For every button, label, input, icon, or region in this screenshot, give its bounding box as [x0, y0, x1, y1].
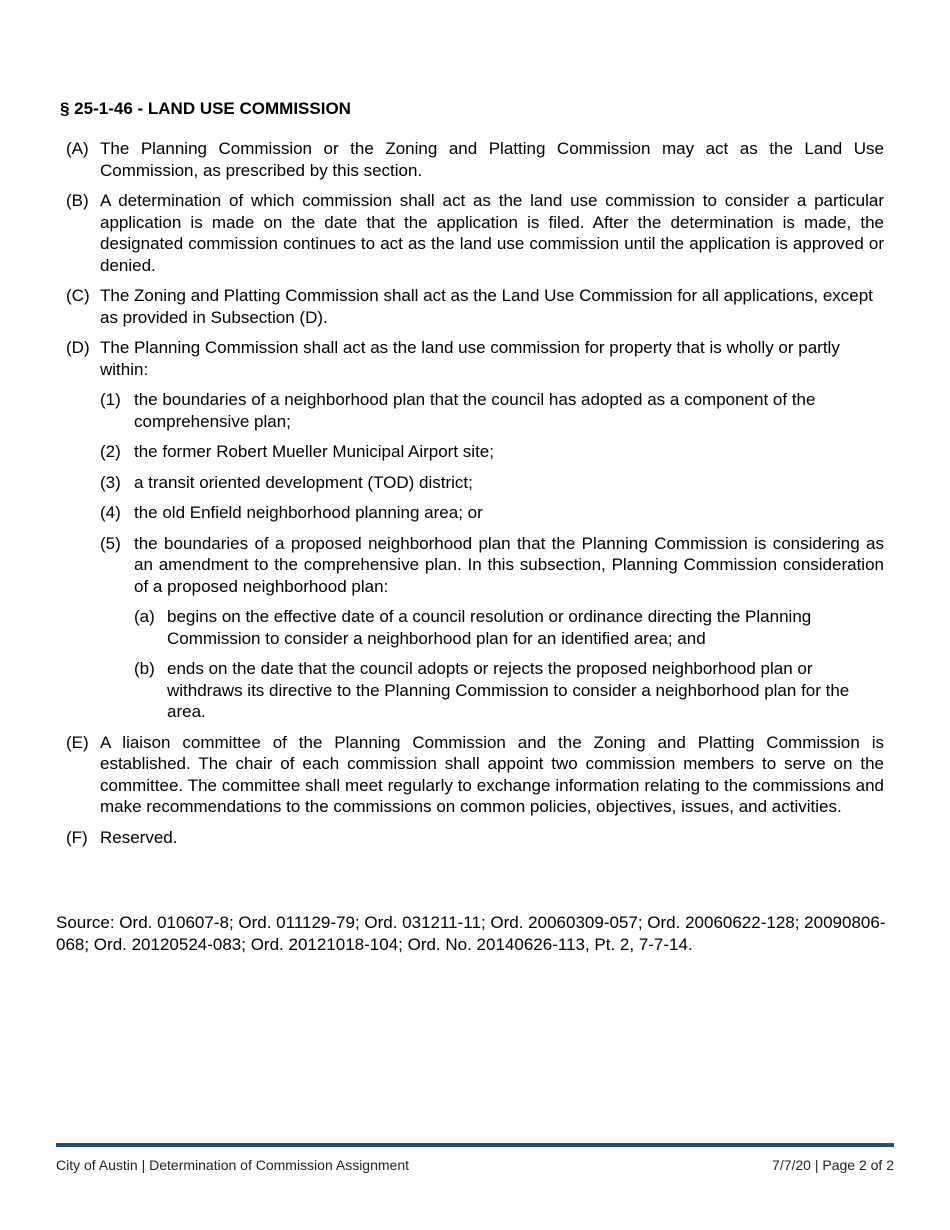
- footer-document-title: City of Austin | Determination of Commission Assignment: [56, 1157, 410, 1173]
- subsection-text: A determination of which commission shall act as the land use commission to consider a particular application is made on the date that the application is filed. After the determination is made, the designated commission continues to act as the land use commission until the application is approved or denied.: [100, 191, 884, 275]
- paragraph-4: [100, 502, 884, 524]
- subsection-label: (E): [66, 732, 89, 752]
- paragraph-text: the boundaries of a proposed neighborhood plan that the Planning Commission is considering as an amendment to the comprehensive plan. In this subsection, Planning Commission consideration of a proposed neighborhood plan:: [134, 533, 884, 596]
- subsection-text: Reserved.: [100, 827, 178, 847]
- source-citation: Source: Ord. 010607-8; Ord. 011129-79; Ord. 031211-11; Ord. 20060309-057; Ord. 20060622-128; 20090806-068; Ord. 20120524-083; Ord. 20121018-104; Ord. No. 20140626-113, Pt. 2, 7-7-14.: [56, 913, 886, 954]
- paragraph-label: (3): [100, 472, 121, 492]
- paragraph-label: (1): [100, 390, 121, 409]
- subsection-d: [66, 337, 884, 723]
- paragraph-5: [100, 533, 884, 723]
- paragraph-label: (4): [100, 503, 121, 522]
- subsection-label: (D): [66, 338, 90, 357]
- paragraph-1: [100, 389, 884, 432]
- subparagraph-text: ends on the date that the council adopts or rejects the proposed neighborhood plan or withdraws its directive to the Planning Commission to consider a neighborhood plan for the area.: [167, 659, 850, 721]
- subsection-text: The Zoning and Platting Commission shall act as the Land Use Commission for all applications, except as provided in Subsection (D).: [100, 286, 873, 327]
- subsection-label: (B): [66, 191, 89, 210]
- paragraph-label: (2): [100, 442, 121, 461]
- subsection-b: [66, 190, 884, 276]
- subparagraph-b: [134, 658, 884, 723]
- subparagraph-label: (b): [134, 659, 155, 678]
- paragraph-body: [134, 533, 884, 723]
- paragraph-3: [100, 472, 884, 494]
- subparagraph-label: (a): [134, 607, 155, 626]
- subparagraph-a: [134, 606, 884, 649]
- subsection-text: A liaison committee of the Planning Commission and the Zoning and Platting Commission is established. The chair of each commission shall appoint two commission members to serve on the committee. The committee shall meet regularly to exchange information relating to the commissions and make recommendations to the commissions on common policies, objectives, issues, and activities.: [100, 732, 884, 816]
- subsection-f: [66, 827, 884, 849]
- subsection-body: [100, 337, 884, 723]
- subparagraph-text: begins on the effective date of a council resolution or ordinance directing the Planning Commission to consider a neighborhood plan for an identified area; and: [167, 607, 812, 648]
- paragraph-text: the boundaries of a neighborhood plan that the council has adopted as a component of the comprehensive plan;: [134, 390, 816, 431]
- subsection-label: (F): [66, 827, 88, 847]
- paragraph-text: the former Robert Mueller Municipal Airport site;: [134, 442, 494, 461]
- paragraph-text: a transit oriented development (TOD) district;: [134, 472, 473, 492]
- subsection-text: The Planning Commission shall act as the land use commission for property that is wholly or partly within:: [100, 338, 840, 379]
- subsection-text: The Planning Commission or the Zoning and Platting Commission may act as the Land Use Commission, as prescribed by this section.: [100, 139, 884, 180]
- paragraph-2: [100, 441, 884, 463]
- subsection-label: (A): [66, 139, 89, 158]
- footer-page-info: 7/7/20 | Page 2 of 2: [772, 1157, 894, 1173]
- subsection-label: (C): [66, 286, 90, 305]
- paragraph-label: (5): [100, 533, 121, 553]
- paragraph-text: the old Enfield neighborhood planning area; or: [134, 503, 483, 522]
- subsection-c: [66, 285, 884, 328]
- section-heading: § 25-1-46 - LAND USE COMMISSION: [60, 99, 351, 118]
- paragraph-list: [100, 389, 884, 723]
- section-content: [66, 138, 884, 857]
- subsection-e: [66, 732, 884, 818]
- subparagraph-list: [134, 606, 884, 723]
- subsection-a: [66, 138, 884, 181]
- footer-rule: [56, 1143, 894, 1147]
